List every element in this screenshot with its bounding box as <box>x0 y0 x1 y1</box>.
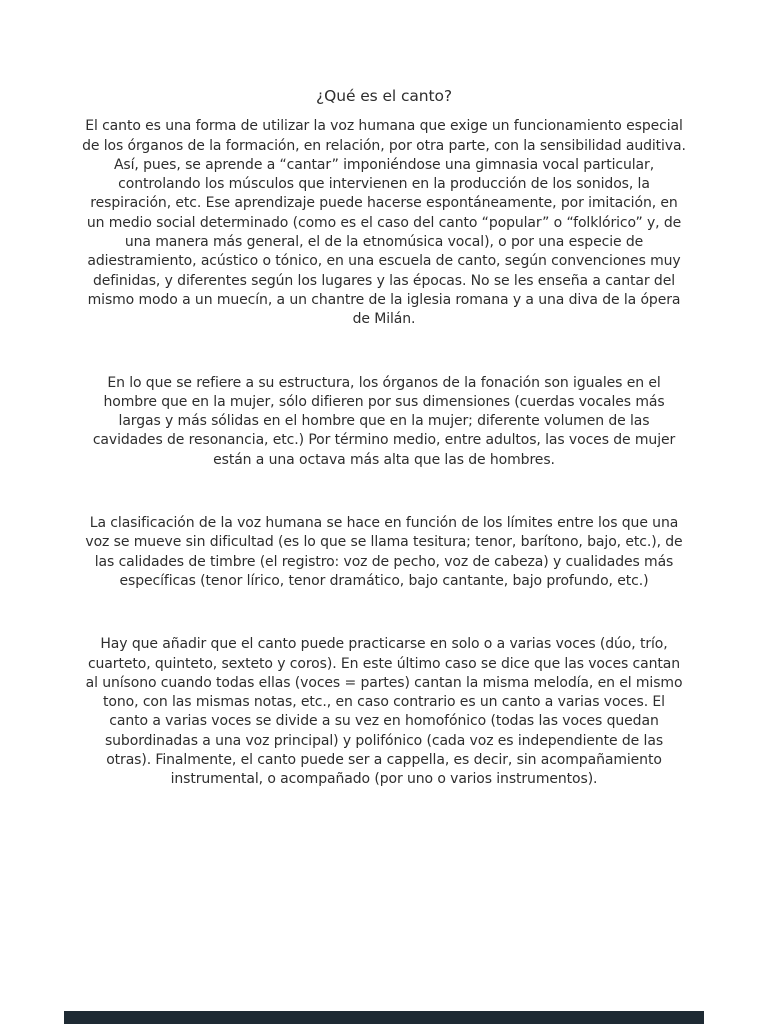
document-title: ¿Qué es el canto? <box>316 87 452 105</box>
paragraph-what-is-singing: El canto es una forma de utilizar la voz humana que exige un funcionamiento especial de los órganos de la formación, en relación, por otra parte, con la sensibilidad auditiva. Así, pues, se aprende a “cantar” imponiéndose una gimnasia vocal particular, controlando los músculos que intervienen en la producción de los sonidos, la respiración, etc. Ese aprendizaje puede hacerse espontáneamente, por imitación, en un medio social determinado (como es el caso del canto “popular” o “folklórico” y, de una manera más general, el de la etnomúsica vocal), o por una especie de adiestramiento, acústico o tónico, en una escuela de canto, según convenciones muy definidas, y diferentes según los lugares y las épocas. No se les enseña a cantar del mismo modo a un muecín, a un chantre de la iglesia romana y a una diva de la ópera de Milán. <box>82 118 686 328</box>
paragraph-voice-classification: La clasificación de la voz humana se hace en función de los límites entre los que una voz se mueve sin dificultad (es lo que se llama tesitura; tenor, barítono, bajo, etc.), de las calidades de timbre (el registro: voz de pecho, voz de cabeza) y cualidades más específicas (tenor lírico, tenor dramático, bajo cantante, bajo profundo, etc.) <box>85 515 683 589</box>
document-content <box>64 0 704 790</box>
paragraph-voice-structure: En lo que se refiere a su estructura, los órganos de la fonación son iguales en el hombre que en la mujer, sólo difieren por sus dimensiones (cuerdas vocales más largas y más sólidas en el hombre que en la mujer; diferente volumen de las cavidades de resonancia, etc.) Por término medio, entre adultos, las voces de mujer están a una octava más alta que las de hombres. <box>92 374 676 468</box>
next-page-edge-strip <box>64 1011 704 1024</box>
paragraph-solo-and-choral-singing: Hay que añadir que el canto puede practicarse en solo o a varias voces (dúo, trío, cuarteto, quinteto, sexteto y coros). En este último caso se dice que las voces cantan al unísono cuando todas ellas (voces = partes) cantan la misma melodía, en el mismo tono, con las mismas notas, etc., en caso contrario es un canto a varias voces. El canto a varias voces se divide a su vez en homofónico (todas las voces quedan subordinadas a una voz principal) y polifónico (cada voz es independiente de las otras). Finalmente, el canto puede ser a cappella, es decir, sin acompañamiento instrumental, o acompañado (por uno o varios instrumentos). <box>85 636 683 788</box>
